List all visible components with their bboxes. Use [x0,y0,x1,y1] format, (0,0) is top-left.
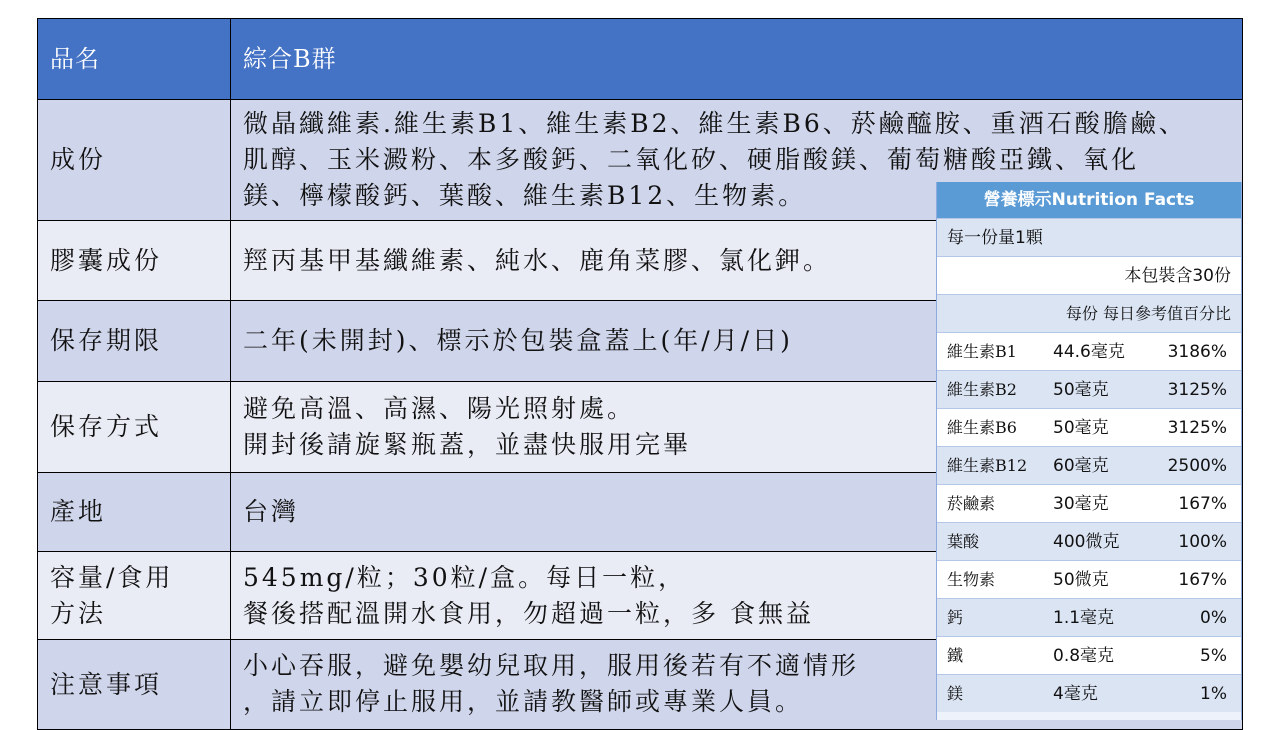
nutrient-amount: 50微克 [1053,570,1109,590]
nutrient-row [937,446,1241,484]
nutrient-name: 維生素B6 [947,418,1017,437]
dosage-line: 545mg/粒；30粒/盒。每日一粒， [243,562,687,592]
nutrient-amount: 1.1毫克 [1053,608,1115,628]
label-shelf-life: 保存期限 [38,301,231,382]
nutrient-daily-value: 3186% [1167,342,1227,362]
nutrient-name: 鎂 [947,684,964,703]
serving-size: 每一份量1顆 [937,218,1241,256]
value-capsule-ingredients: 羥丙基甲基纖維素、純水、鹿角菜膠、氯化鉀。 [231,221,1243,301]
nutrient-row [937,636,1241,674]
value-shelf-life: 二年(未開封)、標示於包裝盒蓋上(年/月/日) [231,301,1243,382]
nutrient-name: 菸鹼素 [947,494,996,513]
nutrient-name: 生物素 [947,570,996,589]
storage-line: 開封後請旋緊瓶蓋，並盡快服用完畢 [243,430,692,459]
storage-line: 避免高溫、高濕、陽光照射處。 [243,394,636,423]
nutrient-name: 鈣 [947,608,964,627]
row-product-name [38,19,1243,100]
nutrient-row [937,370,1241,408]
label-product-name: 品名 [38,19,231,100]
nutrient-name: 鐵 [947,646,964,665]
nutrient-amount: 0.8毫克 [1053,646,1115,666]
nutrient-daily-value: 100% [1178,532,1227,552]
nutrient-daily-value: 167% [1178,570,1227,590]
nutrient-amount: 4毫克 [1053,684,1098,704]
nutrient-amount: 400微克 [1053,532,1120,552]
nutrient-daily-value: 3125% [1167,418,1227,438]
ingredients-line: 微晶纖維素.維生素B1、維生素B2、維生素B6、菸鹼醯胺、重酒石酸膽鹼、 [243,109,1187,138]
nutrient-daily-value: 5% [1200,646,1227,666]
nutrient-row [937,332,1241,370]
nutrient-daily-value: 167% [1178,494,1227,514]
dosage-label-line: 方法 [50,598,107,628]
nutrient-row [937,484,1241,522]
ingredients-line: 鎂、檸檬酸鈣、葉酸、維生素B12、生物素。 [243,181,807,210]
nutrient-row [937,560,1241,598]
dosage-label-line: 容量/食用 [50,562,174,592]
label-origin: 產地 [38,473,231,552]
value-origin: 台灣 [231,473,1243,552]
ingredients-line: 肌醇、玉米澱粉、本多酸鈣、二氧化矽、硬脂酸鎂、葡萄糖酸亞鐵、氧化 [243,145,1140,174]
nutrient-name: 維生素B2 [947,380,1017,399]
nutrient-row [937,408,1241,446]
precautions-line: 小心吞服，避免嬰幼兒取用，服用後若有不適情形 [243,651,860,680]
label-dosage [38,552,231,640]
nutrition-facts-panel [936,182,1242,720]
nutrient-row [937,522,1241,560]
nutrient-amount: 50毫克 [1053,418,1109,438]
nutrient-daily-value: 3125% [1167,380,1227,400]
value-product-name: 綜合B群 [231,19,1243,100]
label-storage: 保存方式 [38,382,231,473]
nutrient-name: 維生素B12 [947,456,1028,475]
nutrient-row [937,598,1241,636]
nutrition-column-header: 每份 每日參考值百分比 [937,294,1241,332]
label-precautions: 注意事項 [38,640,231,730]
nutrient-daily-value: 0% [1200,608,1227,628]
nutrient-name: 葉酸 [947,532,980,551]
nutrient-amount: 30毫克 [1053,494,1109,514]
dosage-line: 餐後搭配溫開水食用，勿超過一粒，多 食無益 [243,598,814,628]
label-capsule-ingredients: 膠囊成份 [38,221,231,301]
nutrient-amount: 60毫克 [1053,456,1109,476]
nutrient-row [937,674,1241,712]
nutrient-amount: 50毫克 [1053,380,1109,400]
label-ingredients: 成份 [38,100,231,221]
precautions-line: ，請立即停止服用，並請教醫師或專業人員。 [243,687,804,716]
nutrient-name: 維生素B1 [947,342,1017,361]
nutrient-daily-value: 2500% [1167,456,1227,476]
nutrient-daily-value: 1% [1200,684,1227,704]
servings-per-container: 本包裝含30份 [937,256,1241,294]
nutrition-facts-title: 營養標示Nutrition Facts [937,182,1241,218]
nutrient-amount: 44.6毫克 [1053,342,1125,362]
